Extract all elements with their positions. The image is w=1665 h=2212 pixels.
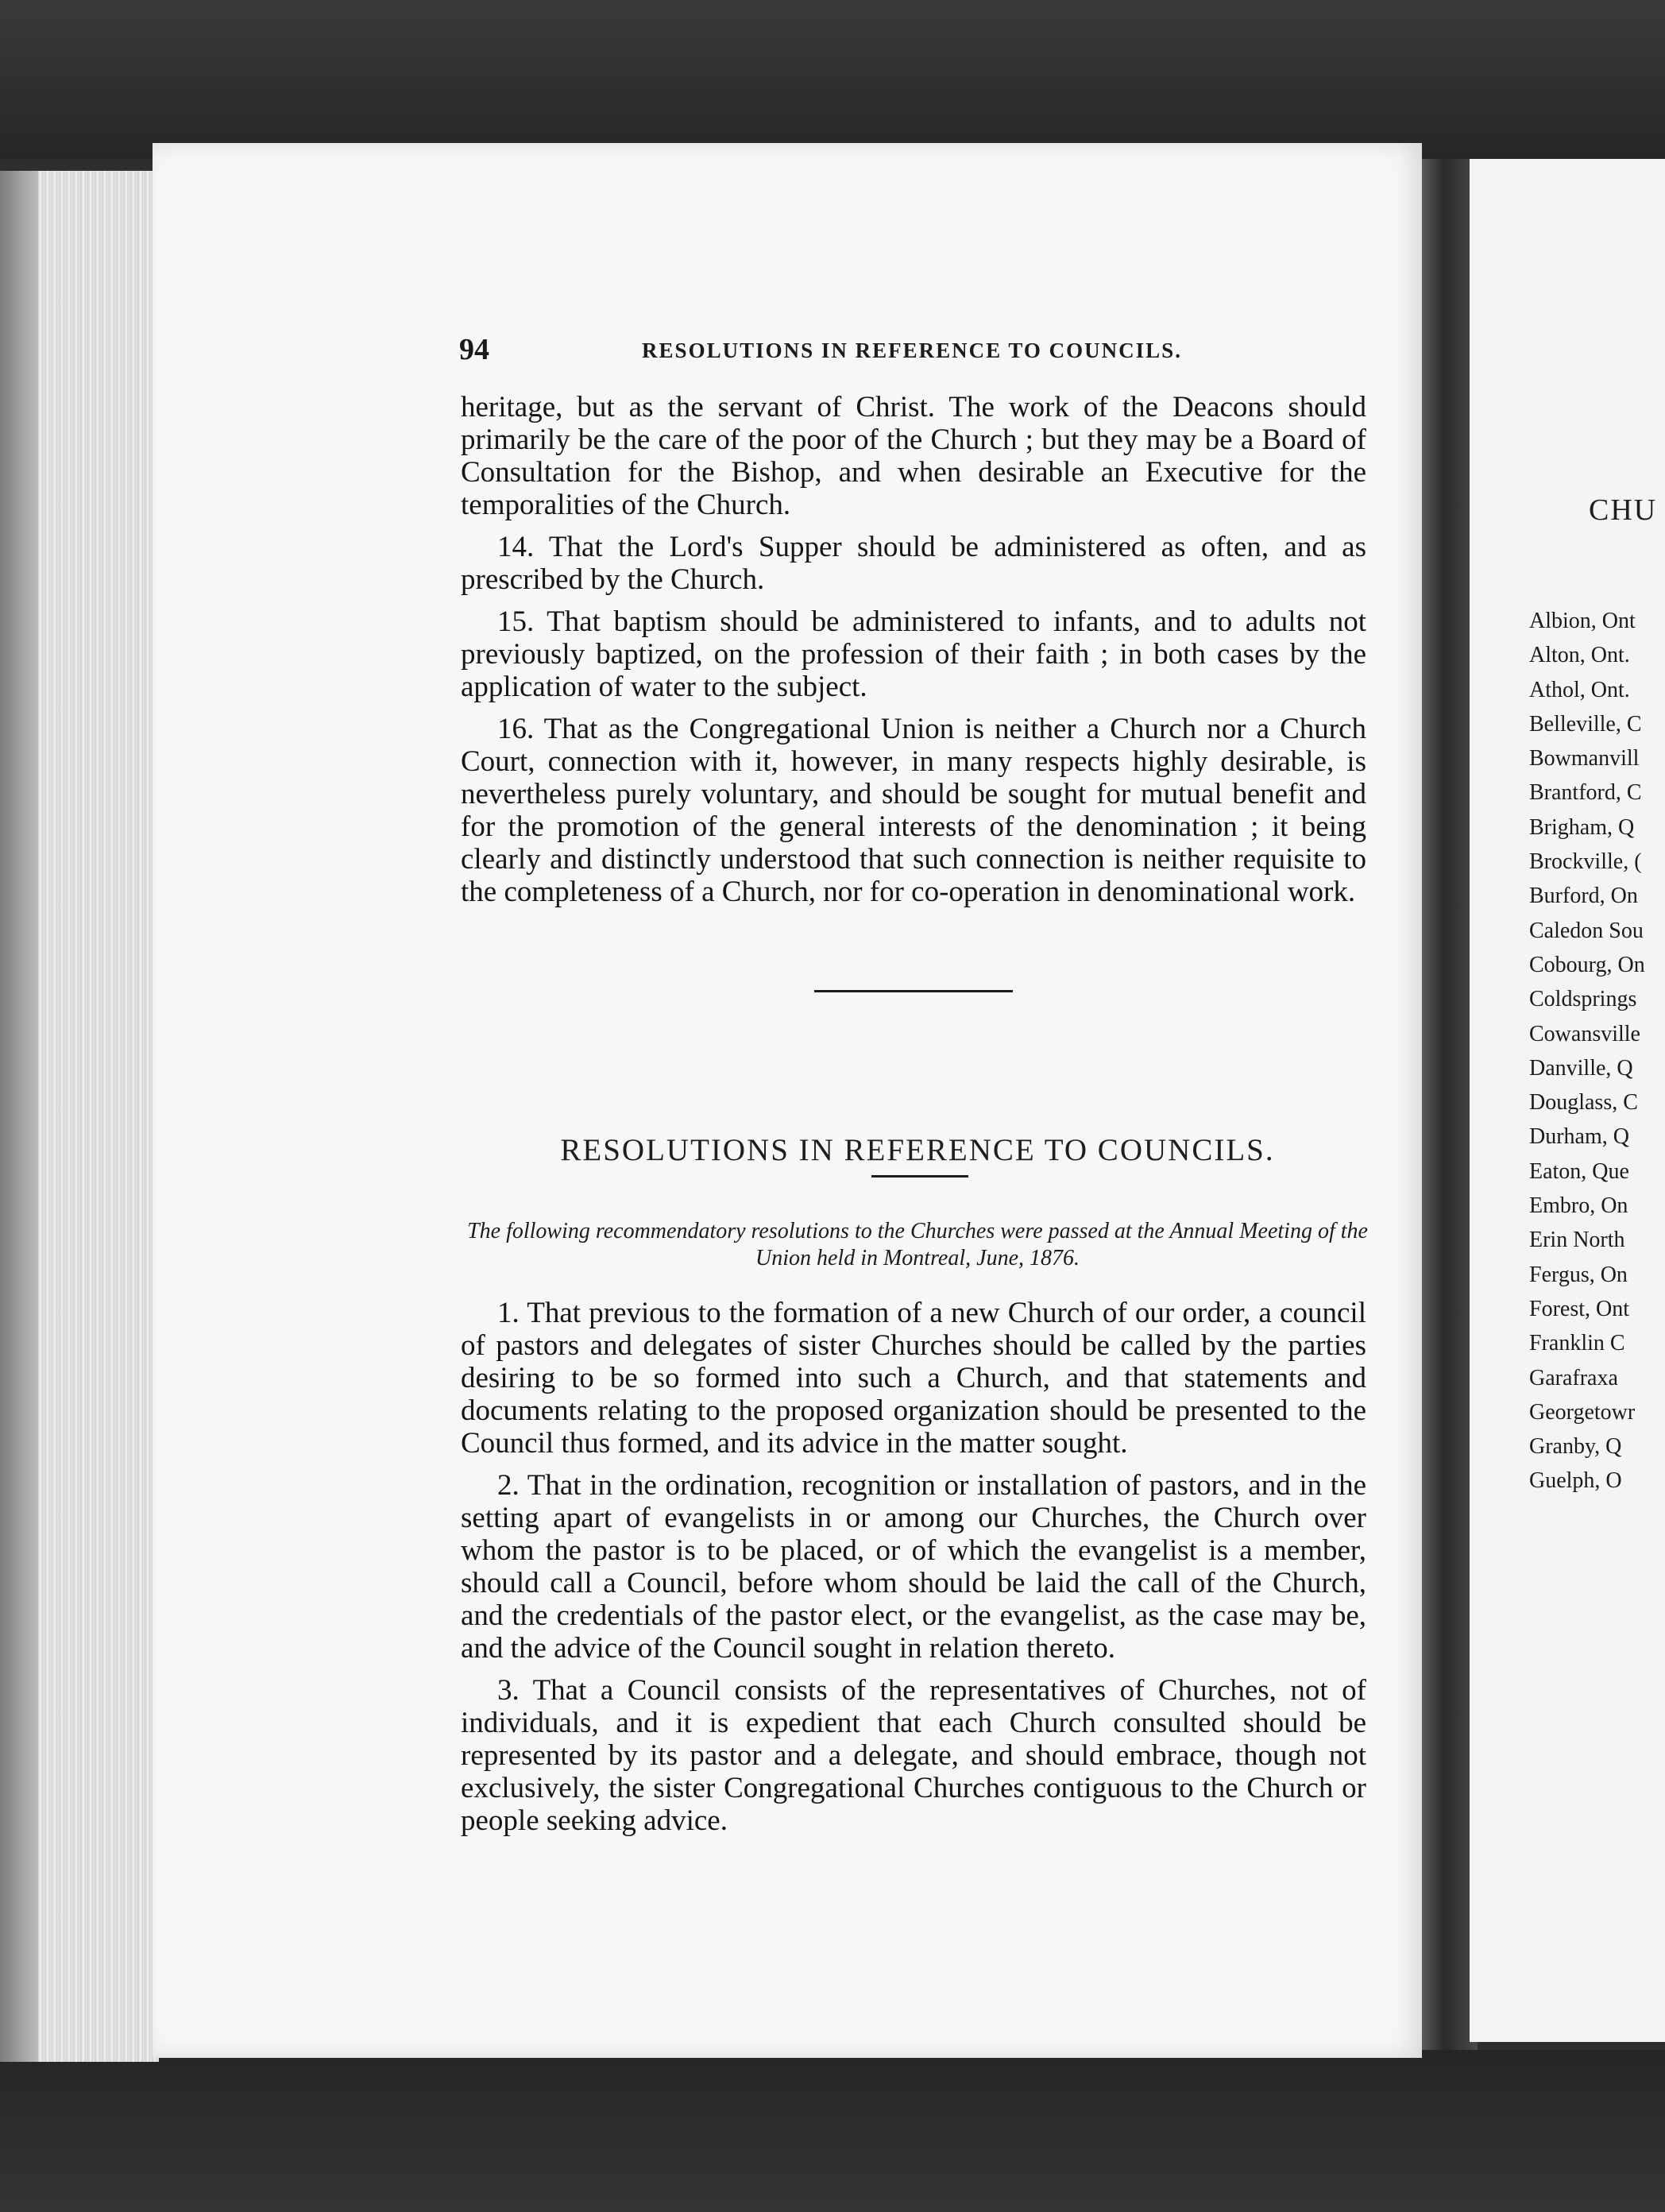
section-title: RESOLUTIONS IN REFERENCE TO COUNCILS. — [560, 1133, 1275, 1167]
church-list-item: Burford, On — [1529, 884, 1638, 909]
church-list-item: Embro, On — [1529, 1193, 1628, 1219]
church-list-item: Guelph, O — [1529, 1468, 1622, 1494]
church-list-item: Brockville, ( — [1529, 849, 1642, 875]
church-list-item: Albion, Ont — [1529, 609, 1636, 633]
paragraph-16: 16. That as the Congregational Union is neither a Church nor a Church Court, connection with it, however, in many respects highly desirable, is nevertheless purely voluntary, and should be sought for mutual benefit and for the promotion of the general interests of the denomination ; it being clearly and distinctly understood that such connection is neither requisite to the completeness of a Church, nor for co-operation in denominational work. — [461, 713, 1366, 908]
resolution-3: 3. That a Council consists of the representatives of Churches, not of individuals, and it is expedient that each Church consulted should be represented by its pastor and a delegate, and should embrace, though not exclusively, the sister Congregational Churches contiguous to the Church or people seeking advice. — [461, 1674, 1366, 1837]
church-list-item: Georgetowr — [1529, 1399, 1636, 1425]
church-list-item: Garafraxa — [1529, 1365, 1618, 1390]
section-divider-rule — [814, 990, 1013, 992]
page-number: 94 — [459, 333, 489, 366]
church-list-item: Athol, Ont. — [1529, 677, 1630, 702]
section-intro: The following recommendatory resolutions to the Churches were passed at the Annual Meeting of the Union held in Montreal, June, 1876. — [467, 1219, 1368, 1270]
church-list-item: Granby, Q — [1529, 1434, 1622, 1460]
paragraph-14: 14. That the Lord's Supper should be administered as often, and as prescribed by the Church. — [461, 531, 1366, 596]
church-list-item: Forest, Ont — [1529, 1296, 1629, 1321]
page-header — [459, 332, 1365, 372]
church-list-item: Coldsprings — [1529, 987, 1637, 1012]
title-underline-rule — [871, 1175, 968, 1178]
church-list-item: Bowmanvill — [1529, 746, 1640, 771]
right-page — [1470, 159, 1665, 2042]
church-list-item: Belleville, C — [1529, 711, 1642, 737]
church-list-item: Eaton, Que — [1529, 1158, 1629, 1184]
book-spine-shadow — [0, 171, 38, 2062]
paragraph-15: 15. That baptism should be administered to infants, and to adults not previously baptized, on the profession of their faith ; in both cases by the application of water to the subject. — [461, 605, 1366, 703]
running-head: RESOLUTIONS IN REFERENCE TO COUNCILS. — [642, 338, 1182, 362]
resolution-1: 1. That previous to the formation of a new Church of our order, a council of pastors and delegates of sister Churches should be called by the parties desiring to be so formed into such a Church, and that statements and documents relating to the proposed organization should be presented to the Council thus formed, and its advice in the matter sought. — [461, 1297, 1366, 1460]
church-list-item: Caledon Sou — [1529, 918, 1644, 943]
church-list-item: Fergus, On — [1529, 1262, 1628, 1287]
church-list-item: Danville, Q — [1529, 1055, 1633, 1081]
church-list-item: Douglass, C — [1529, 1090, 1638, 1116]
church-list-item: Cowansville — [1529, 1021, 1640, 1046]
right-page-heading: CHU — [1589, 493, 1658, 527]
church-list-item: Erin North — [1529, 1228, 1625, 1253]
church-list-item: Durham, Q — [1529, 1124, 1629, 1150]
scanner-backdrop-bottom — [0, 2050, 1665, 2212]
resolution-2: 2. That in the ordination, recognition or installation of pastors, and in the setting apart of evangelists in or among our Churches, the Church over whom the pastor is to be placed, or of which the evangelist is a member, should call a Council, before whom should be laid the call of the Church, and the credentials of the pastor elect, or the evangelist, as the case may be, and the advice of the Council sought in relation thereto. — [461, 1469, 1366, 1665]
church-list — [1529, 604, 1645, 1499]
church-list-item: Brigham, Q — [1529, 814, 1635, 840]
church-list-item: Brantford, C — [1529, 780, 1642, 806]
paragraph-continued: heritage, but as the servant of Christ. The work of the Deacons should primarily be the care of the poor of the Church ; but they may be a Board of Consultation for the Bishop, and when desirable an Executive for the temporalities of the Church. — [461, 391, 1366, 521]
scanner-backdrop-top — [0, 0, 1665, 159]
continued-text-block — [461, 391, 1366, 918]
resolutions-block — [461, 1297, 1366, 1847]
church-list-item: Alton, Ont. — [1529, 643, 1630, 668]
church-list-item: Franklin C — [1529, 1331, 1625, 1356]
church-list-item: Cobourg, On — [1529, 952, 1645, 977]
